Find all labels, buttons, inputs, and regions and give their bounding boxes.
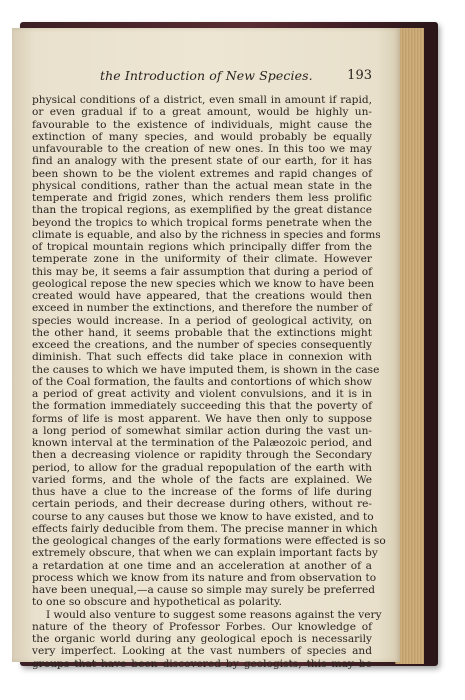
text-line: I would also venture to suggest some reasons against the very — [46, 608, 382, 621]
text-line: known interval at the termination of the Palæozoic period, and — [32, 437, 372, 449]
text-line: temperate zone in the uniformity of their climate. However — [32, 253, 372, 266]
text-line: of tropical mountain regions which principally differ from the — [32, 241, 372, 253]
text-line: thus have a clue to the increase of the forms of life during — [32, 486, 372, 498]
text-line: varied forms, and the whole of the facts are explained. We — [32, 473, 372, 486]
text-line: to one so obscure and hypothetical as polarity. — [32, 596, 282, 609]
text-line: created would have appeared, that the creations would then — [32, 290, 372, 302]
text-line: then a decreasing violence or rapidity through the Secondary — [32, 449, 372, 462]
text-line: species would increase. In a period of geological activity, on — [32, 314, 372, 327]
text-line: period, to allow for the gradual repopulation of the earth with — [32, 461, 372, 474]
text-line: the causes to which we have imputed them, is shown in the case — [32, 363, 380, 376]
text-line: unfavourable to the creation of new ones. In this too we may — [32, 143, 372, 155]
text-line: a period of great activity and violent convulsions, and it is in — [32, 388, 372, 400]
text-line: than the tropical regions, as exemplified by the great distance — [32, 204, 372, 217]
text-line: effects fairly deducible from them. The precise manner in which — [32, 522, 378, 535]
text-line: temperate and frigid zones, which renders them less prolific — [32, 192, 372, 204]
text-line: this may be, it seems a fair assumption that during a period of — [32, 265, 372, 278]
text-line: geological repose the new species which we know to have been — [32, 277, 375, 290]
text-line: favourable to the existence of individuals, might cause the — [32, 118, 372, 131]
text-line: have been unequal,—a cause so simple may surely be preferred — [32, 584, 376, 596]
text-line: or even gradual if to a great amount, would be highly un- — [32, 106, 372, 119]
text-line: exceed the creations, and the number of species consequently — [32, 339, 372, 351]
text-line: course to any causes but those we know to have existed, and to — [32, 510, 374, 523]
text-line: climate is equable, and also by the richness in species and forms — [32, 228, 381, 241]
text-line: been shown to be the violent extremes and rapid changes of — [32, 167, 372, 180]
text-line: the organic world during any geological epoch is necessarily — [32, 633, 372, 645]
running-header — [12, 68, 372, 88]
text-line: the formation immediately succeeding this that the poverty of — [32, 400, 372, 413]
text-line: physical conditions, rather than the actual mean state in the — [32, 179, 372, 192]
text-line: diminish. That such effects did take place in connexion with — [32, 351, 372, 364]
text-line: groups that have been discovered by geologists, this may be — [32, 657, 372, 670]
text-line: the geological changes of the early formations were effected is so — [32, 535, 386, 547]
running-title: the Introduction of New Species. — [100, 68, 313, 83]
text-line: find an analogy with the present state of our earth, for it has — [32, 155, 372, 168]
text-line: physical conditions of a district, even small in amount if rapid, — [32, 94, 372, 106]
text-line: very imperfect. Looking at the vast numbers of species and — [32, 645, 372, 658]
text-line: process which we know from its nature and from observation to — [32, 571, 377, 584]
text-line: forms of life is most apparent. We have then only to suppose — [32, 412, 372, 425]
text-line: extinction of many species, and would probably be equally — [32, 130, 372, 143]
text-line: extremely obscure, that when we can explain important facts by — [32, 547, 378, 560]
text-line: a long period of somewhat similar action during the vast un- — [32, 424, 372, 437]
text-line: a retardation at one time and an acceleration at another of a — [32, 559, 372, 572]
text-line: exceed in number the extinctions, and therefore the number of — [32, 302, 372, 315]
text-line: beyond the tropics to which tropical forms penetrate when the — [32, 216, 372, 229]
text-line: nature of the theory of Professor Forbes. Our knowledge of — [32, 620, 372, 633]
text-line: certain periods, and their decrease during others, without re- — [32, 498, 372, 511]
page-number: 193 — [347, 68, 372, 83]
text-line: of the Coal formation, the faults and contortions of which show — [32, 375, 373, 388]
body-text — [32, 94, 386, 670]
book-page — [12, 28, 400, 670]
text-line: the other hand, it seems probable that the extinctions might — [32, 326, 372, 339]
